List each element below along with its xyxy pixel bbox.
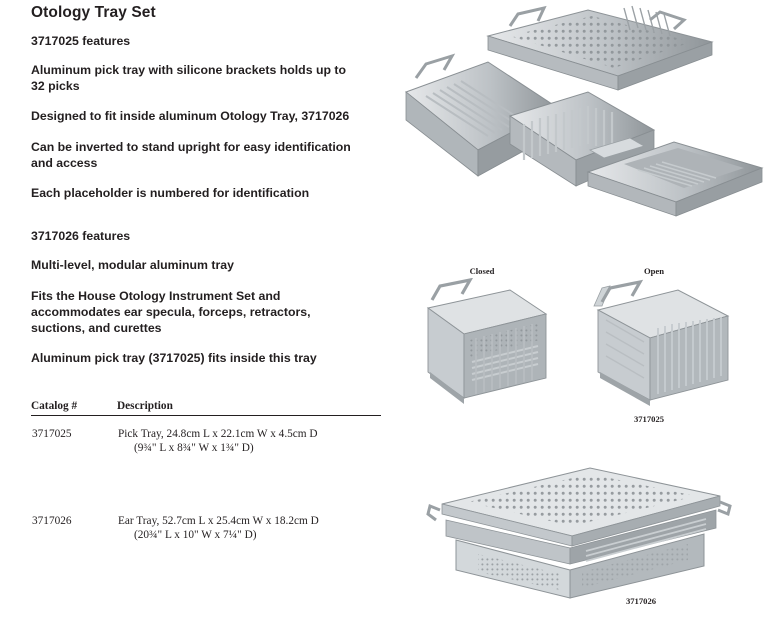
table-row-spacer	[31, 457, 381, 503]
hero-tray-group-image	[392, 0, 774, 250]
caption-open: Open	[643, 266, 665, 276]
cell-description	[117, 416, 381, 457]
description-main: Pick Tray, 24.8cm L x 22.1cm W x 4.5cm D	[118, 428, 318, 440]
column-header-catalog: Catalog #	[31, 400, 78, 412]
page-edge	[770, 0, 774, 626]
caption-closed: Closed	[469, 266, 495, 276]
caption-pick-tray-number: 3717025	[633, 414, 665, 424]
description-sub: (20¾" L x 10" W x 7¼" D)	[134, 529, 257, 542]
pick-tray-open-image	[588, 276, 738, 410]
column-header-description: Description	[117, 400, 173, 412]
table-header-row	[31, 400, 381, 416]
page-title: Otology Tray Set	[31, 4, 156, 21]
ear-tray-image	[420, 462, 740, 604]
section-heading-3717026: 3717026 features	[31, 229, 131, 244]
description-main: Ear Tray, 52.7cm L x 25.4cm W x 18.2cm D	[118, 514, 319, 527]
table-row	[31, 416, 381, 457]
feature-item: Fits the House Otology Instrument Set and accommodates ear specula, forceps, retractors, suctions, and curettes	[31, 288, 311, 335]
feature-item: Aluminum pick tray with silicone brackets holds up to 32 picks	[31, 63, 346, 94]
feature-item: Multi-level, modular aluminum tray	[31, 258, 234, 273]
text-column	[31, 4, 391, 380]
caption-ear-tray-number: 3717026	[625, 596, 657, 606]
feature-item: Each placeholder is numbered for identification	[31, 186, 310, 201]
cell-description	[117, 503, 381, 544]
feature-item: Designed to fit inside aluminum Otology Tray, 3717026	[31, 109, 350, 124]
cell-catalog: 3717026	[32, 514, 72, 527]
image-column	[392, 0, 774, 626]
section-heading-3717025: 3717025 features	[31, 34, 131, 48]
feature-item: Can be inverted to stand upright for easy identification and access	[31, 139, 351, 170]
pick-tray-closed-image	[414, 278, 554, 410]
table-row	[31, 503, 381, 544]
catalog-table	[31, 400, 381, 544]
cell-catalog: 3717025	[32, 428, 72, 440]
feature-item: Aluminum pick tray (3717025) fits inside this tray	[31, 351, 317, 366]
description-sub: (9¾" L x 8¾" W x 1¾" D)	[134, 442, 254, 455]
